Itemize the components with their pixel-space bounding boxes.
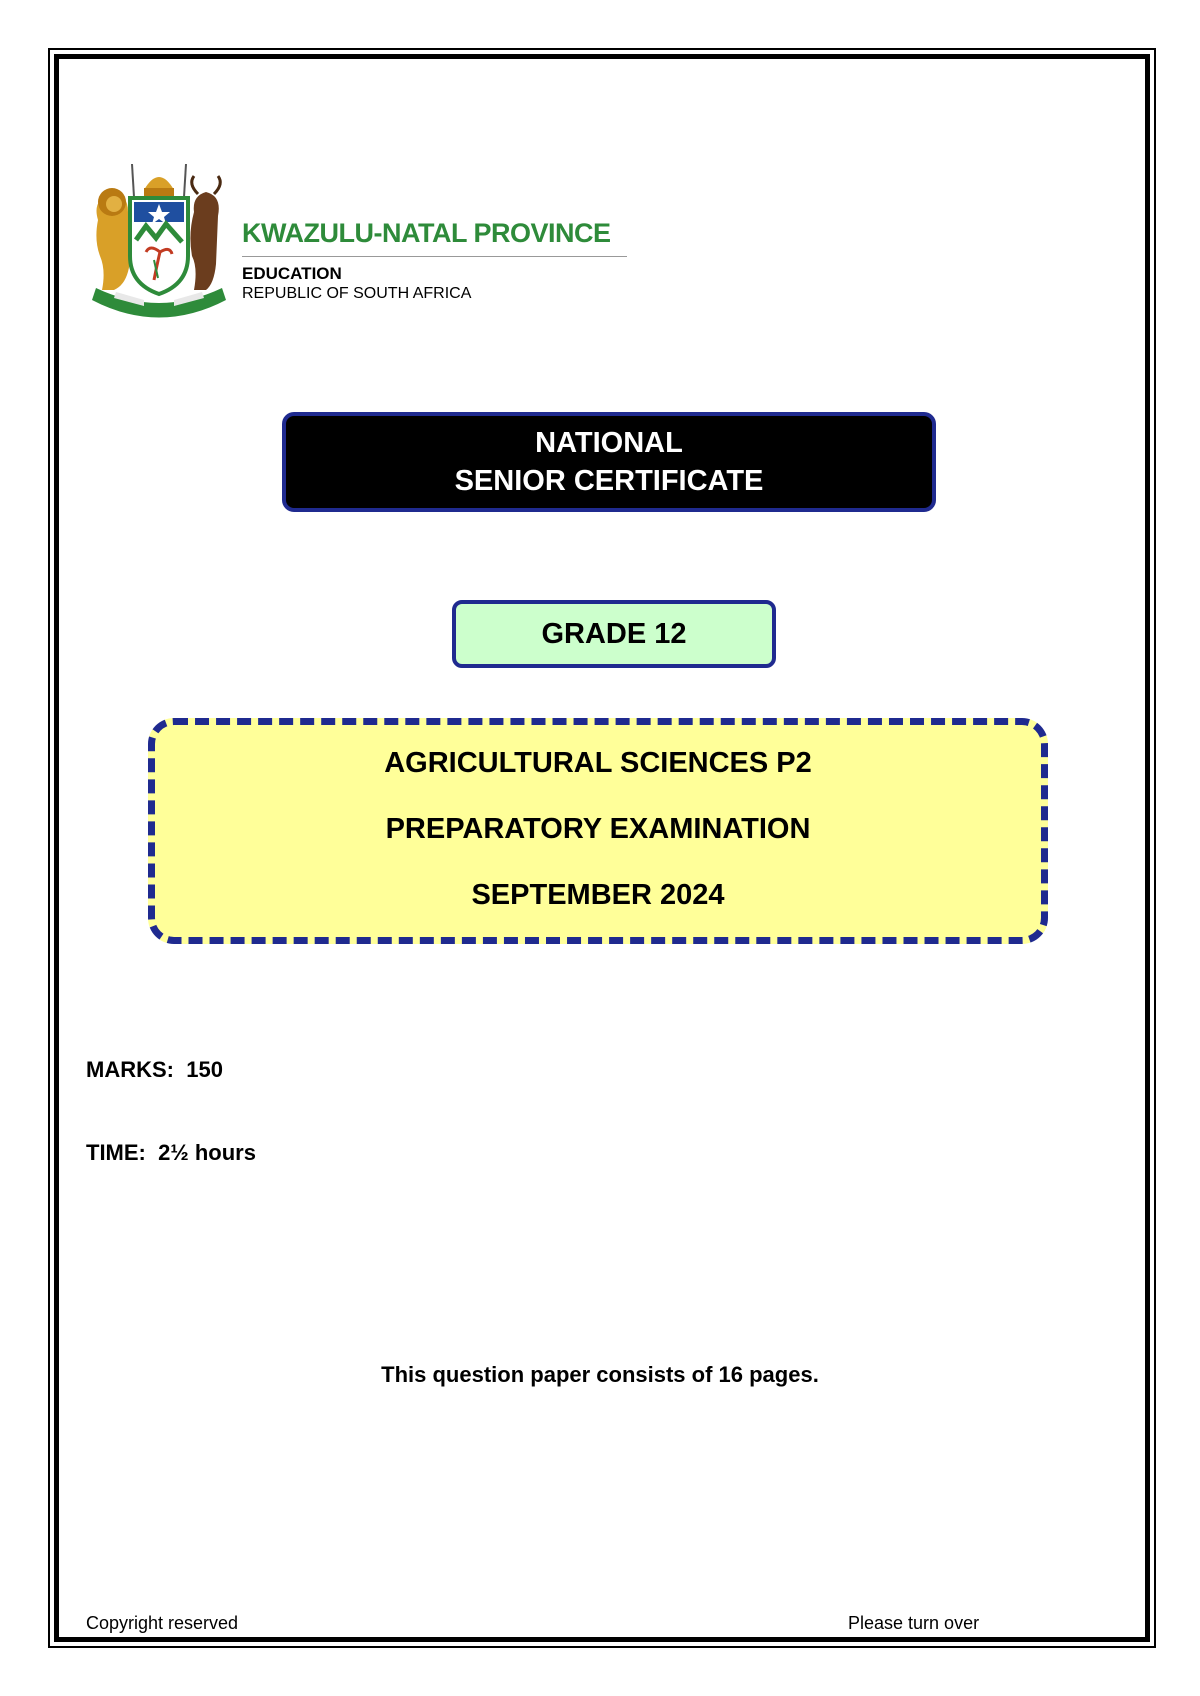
marks-info <box>86 1057 223 1083</box>
marks-label: MARKS: <box>86 1057 174 1082</box>
page-count-note: This question paper consists of 16 pages. <box>381 1362 819 1387</box>
copyright-footer: Copyright reserved <box>86 1613 239 1633</box>
department-name: EDUCATION <box>242 264 342 283</box>
header-divider <box>242 256 627 257</box>
marks-value: 150 <box>186 1057 223 1082</box>
exam-date: SEPTEMBER 2024 <box>471 879 725 911</box>
certificate-line-1: NATIONAL <box>535 427 683 459</box>
time-label: TIME: <box>86 1140 146 1165</box>
grade-badge <box>452 600 776 668</box>
country-name: REPUBLIC OF SOUTH AFRICA <box>242 285 472 302</box>
exam-type: PREPARATORY EXAMINATION <box>385 813 811 845</box>
subject-title: AGRICULTURAL SCIENCES P2 <box>384 747 812 779</box>
time-value: 2½ hours <box>158 1140 256 1165</box>
subject-panel <box>148 718 1048 944</box>
certificate-line-2: SENIOR CERTIFICATE <box>454 465 764 497</box>
time-info <box>86 1140 256 1166</box>
coat-of-arms-icon <box>84 160 234 328</box>
turn-over-footer: Please turn over <box>848 1613 980 1633</box>
province-name: KWAZULU-NATAL PROVINCE <box>242 218 611 248</box>
certificate-banner <box>282 412 936 512</box>
grade-label: GRADE 12 <box>541 617 687 650</box>
